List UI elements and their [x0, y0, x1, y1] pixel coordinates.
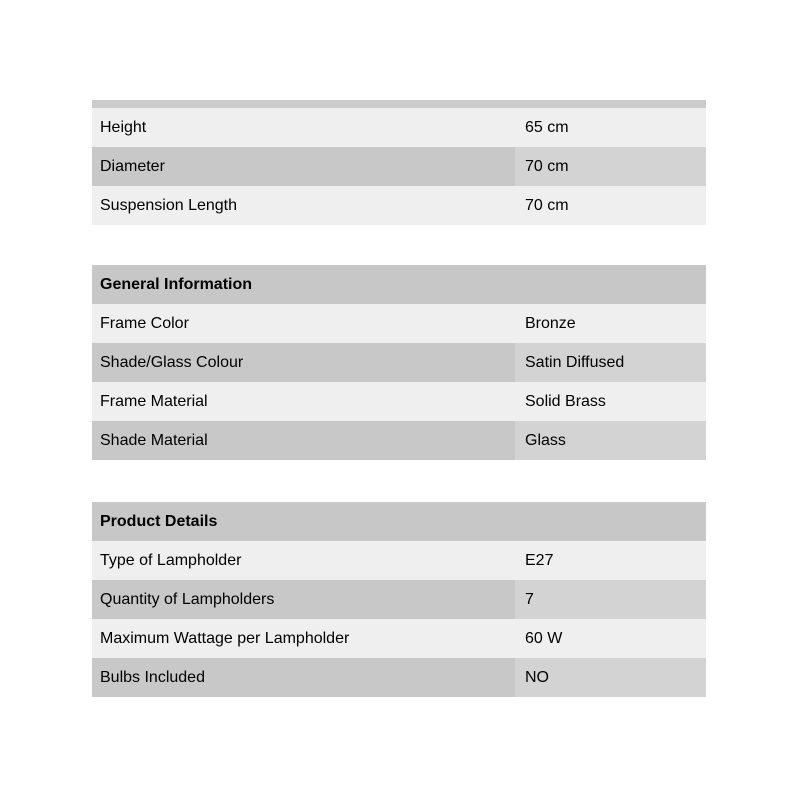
table-row — [92, 186, 706, 225]
spec-section-general-information — [92, 265, 706, 460]
table-row — [92, 580, 706, 619]
row-label: Diameter — [92, 147, 515, 186]
row-label: Shade/Glass Colour — [92, 343, 515, 382]
row-label: Bulbs Included — [92, 658, 515, 697]
table-row — [92, 541, 706, 580]
row-value: 65 cm — [515, 108, 706, 147]
table-row — [92, 382, 706, 421]
row-label: Height — [92, 108, 515, 147]
row-value: Solid Brass — [515, 382, 706, 421]
row-value: 70 cm — [515, 147, 706, 186]
row-label: Type of Lampholder — [92, 541, 515, 580]
section-header: Product Details — [92, 502, 706, 541]
table-row — [92, 658, 706, 697]
table-row — [92, 108, 706, 147]
section-header: General Information — [92, 265, 706, 304]
row-label: Frame Material — [92, 382, 515, 421]
row-value: Glass — [515, 421, 706, 460]
row-value: Bronze — [515, 304, 706, 343]
table-row — [92, 304, 706, 343]
row-value: E27 — [515, 541, 706, 580]
spec-section-product-details — [92, 502, 706, 697]
row-value: 70 cm — [515, 186, 706, 225]
table-row — [92, 147, 706, 186]
row-value: 7 — [515, 580, 706, 619]
table-row — [92, 421, 706, 460]
spec-section-dimensions — [92, 100, 706, 225]
section-top-bar — [92, 100, 706, 108]
row-label: Shade Material — [92, 421, 515, 460]
row-label: Frame Color — [92, 304, 515, 343]
row-value: Satin Diffused — [515, 343, 706, 382]
row-label: Suspension Length — [92, 186, 515, 225]
row-label: Quantity of Lampholders — [92, 580, 515, 619]
table-row — [92, 619, 706, 658]
row-value: NO — [515, 658, 706, 697]
row-value: 60 W — [515, 619, 706, 658]
table-row — [92, 343, 706, 382]
row-label: Maximum Wattage per Lampholder — [92, 619, 515, 658]
